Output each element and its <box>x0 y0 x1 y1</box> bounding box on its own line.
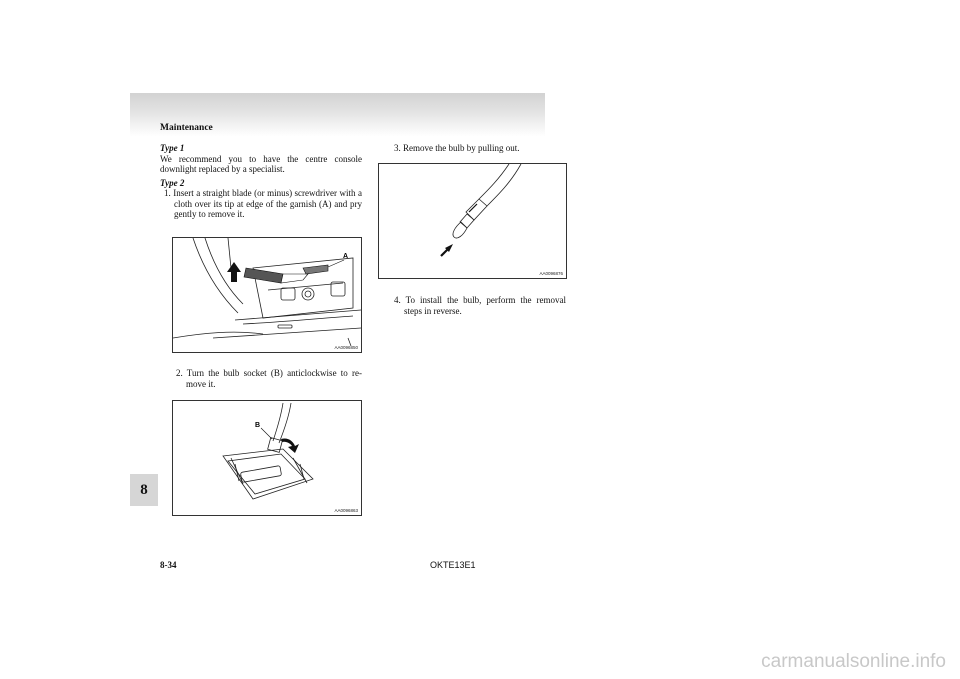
bulb-removal-illustration <box>379 164 566 278</box>
page-number: 8-34 <box>160 560 177 570</box>
figure-garnish-removal <box>172 237 362 353</box>
step3-block <box>390 143 566 154</box>
step4-block <box>390 295 566 316</box>
figure-socket-turn <box>172 400 362 516</box>
fig2-label: B <box>255 422 261 429</box>
fig3-code: AA0096876 <box>539 271 563 276</box>
garnish-removal-illustration <box>173 238 361 352</box>
type1-text: We recommend you to have the centre console downlight replaced by a specialist. <box>160 153 362 174</box>
step2-text: 2. Turn the bulb socket (B) anticlockwise to re-move it. <box>176 368 362 389</box>
step2-block <box>172 368 362 389</box>
socket-turn-illustration <box>173 401 361 515</box>
chapter-tab <box>130 474 158 506</box>
left-column <box>160 143 362 220</box>
step4-text: 4. To install the bulb, perform the removal steps in reverse. <box>394 295 566 316</box>
step1-text: 1. Insert a straight blade (or minus) screwdriver with a cloth over its tip at edge of the garnish (A) and pry gently to remove it. <box>164 188 362 219</box>
type1-heading: Type 1 <box>160 143 185 153</box>
watermark: carmanualsonline.info <box>761 651 946 672</box>
section-title: Maintenance <box>160 123 213 133</box>
figure-bulb-removal <box>378 163 567 279</box>
type2-heading: Type 2 <box>160 177 185 188</box>
fig1-code: AA0096850 <box>334 345 358 350</box>
fig1-label: A <box>343 253 349 260</box>
document-code: OKTE13E1 <box>430 560 476 570</box>
step3-text: 3. Remove the bulb by pulling out. <box>394 143 520 153</box>
fig2-code: AA0096863 <box>334 508 358 513</box>
chapter-number: 8 <box>140 481 148 498</box>
